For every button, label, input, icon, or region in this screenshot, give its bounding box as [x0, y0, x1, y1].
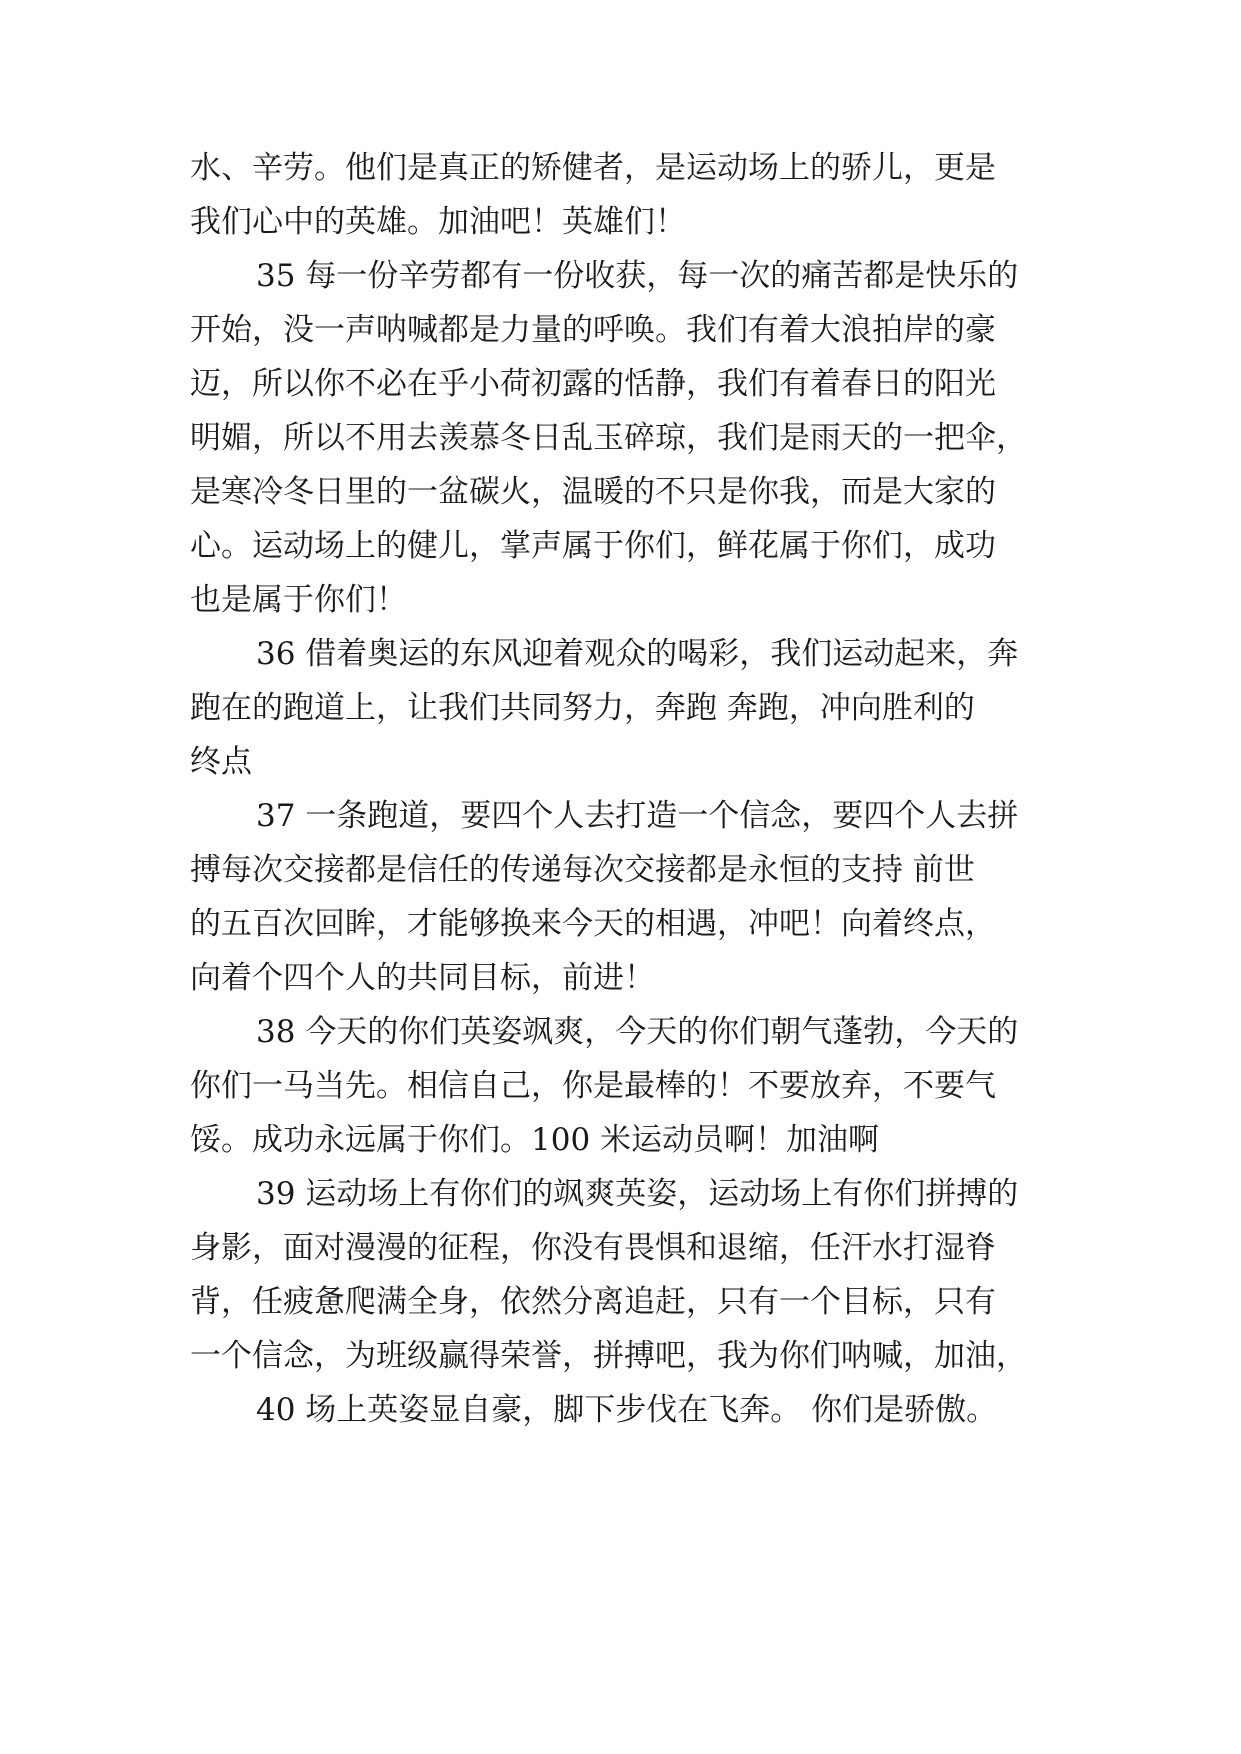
- text-line: 身影，面对漫漫的征程，你没有畏惧和退缩，任汗水打湿脊: [190, 1230, 996, 1266]
- text-line: 跑在的跑道上，让我们共同努力，奔跑 奔跑，冲向胜利的: [190, 690, 975, 726]
- text-line: 心。运动场上的健儿，掌声属于你们，鲜花属于你们，成功: [190, 528, 996, 564]
- text-line: 我们心中的英雄。加油吧！英雄们！: [190, 204, 686, 240]
- text-line: 是寒冷冬日里的一盆碳火，温暖的不只是你我，而是大家的: [190, 474, 996, 510]
- paragraph-35-start: 35 每一份辛劳都有一份收获，每一次的痛苦都是快乐的: [256, 258, 1019, 294]
- text-line: 向着个四个人的共同目标，前进！: [190, 960, 655, 996]
- paragraph-40-start: 40 场上英姿显自豪，脚下步伐在飞奔。 你们是骄傲。: [256, 1392, 998, 1428]
- text-line: 背，任疲惫爬满全身，依然分离追赶，只有一个目标，只有: [190, 1284, 996, 1320]
- text-line: 搏每次交接都是信任的传递每次交接都是永恒的支持 前世: [190, 852, 975, 888]
- paragraph-39-start: 39 运动场上有你们的飒爽英姿，运动场上有你们拼搏的: [256, 1176, 1019, 1212]
- text-line: 终点: [190, 744, 252, 780]
- text-line: 迈，所以你不必在乎小荷初露的恬静，我们有着春日的阳光: [190, 366, 996, 402]
- paragraph-38-start: 38 今天的你们英姿飒爽，今天的你们朝气蓬勃，今天的: [256, 1014, 1019, 1050]
- text-line: 也是属于你们！: [190, 582, 407, 618]
- text-line: 你们一马当先。相信自己，你是最棒的！不要放弃，不要气: [190, 1068, 996, 1104]
- paragraph-37-start: 37 一条跑道，要四个人去打造一个信念，要四个人去拼: [256, 798, 1019, 834]
- paragraph-36-start: 36 借着奥运的东风迎着观众的喝彩，我们运动起来，奔: [256, 636, 1019, 672]
- text-line: 明媚，所以不用去羡慕冬日乱玉碎琼，我们是雨天的一把伞，: [190, 420, 1027, 456]
- text-line: 馁。成功永远属于你们。100 米运动员啊！加油啊: [190, 1122, 880, 1158]
- text-line: 一个信念，为班级赢得荣誉，拼搏吧，我为你们呐喊，加油，: [190, 1338, 1027, 1374]
- text-line: 的五百次回眸，才能够换来今天的相遇，冲吧！向着终点，: [190, 906, 996, 942]
- text-line: 水、辛劳。他们是真正的矫健者，是运动场上的骄儿，更是: [190, 150, 996, 186]
- text-line: 开始，没一声呐喊都是力量的呼唤。我们有着大浪拍岸的豪: [190, 312, 996, 348]
